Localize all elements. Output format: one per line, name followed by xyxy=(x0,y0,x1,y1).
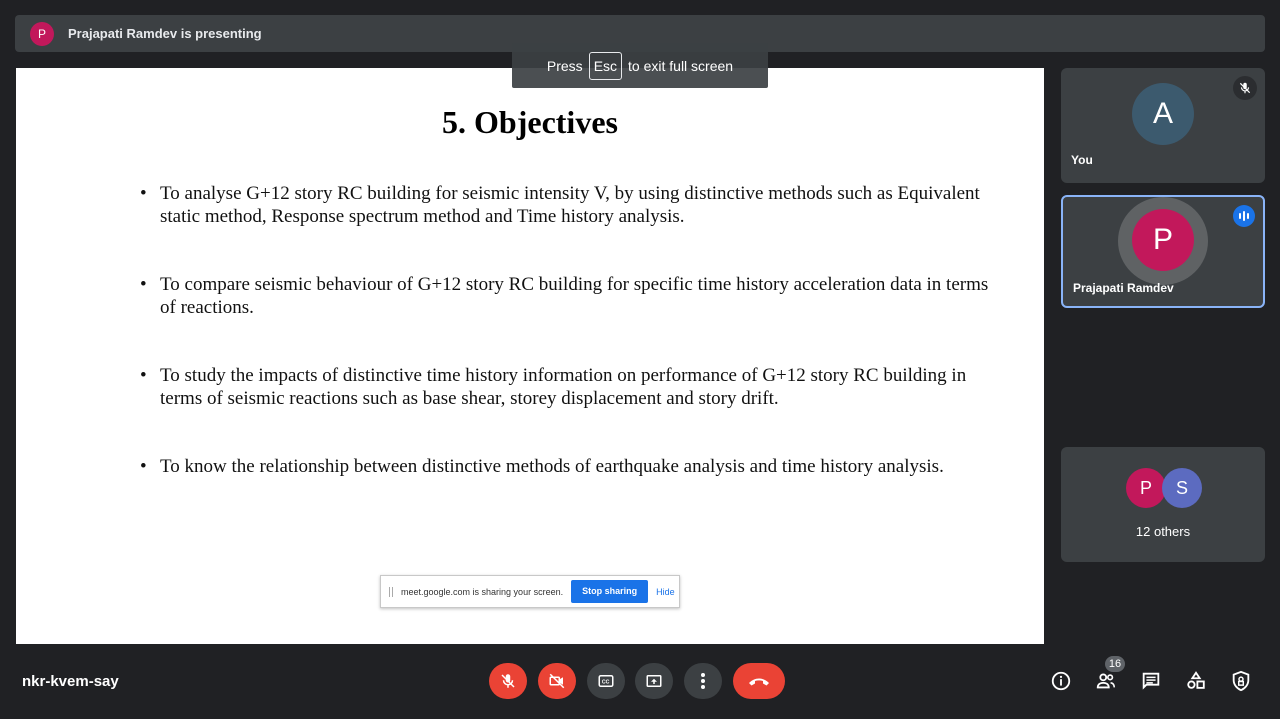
drag-handle[interactable] xyxy=(389,587,393,597)
screen-share-bar xyxy=(380,575,680,608)
captions-icon xyxy=(596,672,616,690)
present-button[interactable] xyxy=(635,663,673,699)
chat-icon xyxy=(1140,670,1162,692)
mic-off-icon xyxy=(499,672,517,690)
participant-tile-faded xyxy=(1061,320,1265,430)
host-controls-icon xyxy=(1230,670,1252,692)
svg-text:CC: CC xyxy=(601,679,610,686)
list-item: • To study the impacts of distinctive time history information on performance of G+12 story RC building in terms of seismic reactions such as base shear, storey displacement and story drift. xyxy=(140,365,967,409)
people-count-badge: 16 xyxy=(1105,656,1125,672)
participant-name: Prajapati Ramdev xyxy=(1073,281,1174,295)
list-item: • To know the relationship between distinctive methods of earthquake analysis and time history analysis. xyxy=(140,456,944,477)
objectives-list xyxy=(140,182,1000,546)
share-message: meet.google.com is sharing your screen. xyxy=(401,586,564,597)
mic-off-icon xyxy=(1233,76,1257,100)
fullscreen-toast: Press Esc to exit full screen xyxy=(512,43,768,88)
activities-icon xyxy=(1185,670,1207,692)
info-icon xyxy=(1050,670,1072,692)
hangup-icon xyxy=(747,675,771,687)
leave-call-button[interactable] xyxy=(733,663,785,699)
participant-tile-you[interactable] xyxy=(1061,68,1265,183)
participant-name: You xyxy=(1071,153,1093,167)
meeting-details-button[interactable] xyxy=(1049,669,1073,693)
list-item: • To compare seismic behaviour of G+12 story RC building for specific time history acceleration data in terms of reactions. xyxy=(140,274,989,318)
esc-key: Esc xyxy=(589,52,622,80)
mic-toggle-button[interactable] xyxy=(489,663,527,699)
list-item: • To analyse G+12 story RC building for seismic intensity V, by using distinctive methods such as Equivalent static method, Response spectrum method and Time history analysis. xyxy=(140,183,980,227)
people-icon xyxy=(1095,670,1117,692)
chat-button[interactable] xyxy=(1139,669,1163,693)
camera-off-icon xyxy=(547,672,567,690)
people-button[interactable] xyxy=(1094,669,1118,693)
others-label: 12 others xyxy=(1135,524,1191,539)
host-controls-button[interactable] xyxy=(1229,669,1253,693)
stop-sharing-button[interactable]: Stop sharing xyxy=(571,580,648,603)
presenter-avatar: P xyxy=(30,22,54,46)
participant-tile-speaker[interactable] xyxy=(1061,195,1265,308)
more-options-button[interactable] xyxy=(684,663,722,699)
more-icon xyxy=(700,672,706,690)
captions-button[interactable] xyxy=(587,663,625,699)
slide-title: 5. Objectives xyxy=(442,104,618,140)
avatar: A xyxy=(1132,83,1194,145)
avatar: P xyxy=(1132,209,1194,271)
hide-button[interactable]: Hide xyxy=(656,586,675,597)
present-icon xyxy=(644,672,664,690)
participant-tile-others[interactable] xyxy=(1061,447,1265,562)
activities-button[interactable] xyxy=(1184,669,1208,693)
speaking-icon xyxy=(1233,205,1255,227)
avatar: S xyxy=(1162,468,1202,508)
shared-screen xyxy=(16,68,1044,644)
presenter-label: Prajapati Ramdev is presenting xyxy=(68,26,262,41)
avatar: P xyxy=(1126,468,1166,508)
meeting-code: nkr-kvem-say xyxy=(22,673,119,690)
camera-toggle-button[interactable] xyxy=(538,663,576,699)
